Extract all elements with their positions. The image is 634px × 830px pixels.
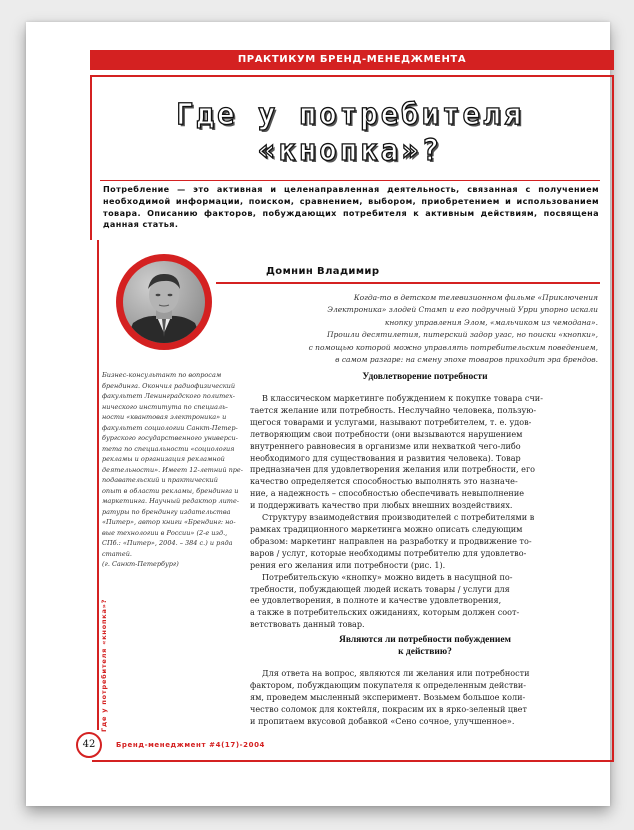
body-line: качество определяется способностью выполнять это назначе- — [250, 476, 518, 487]
author-name: Домнин Владимир — [266, 266, 380, 277]
article-intro — [252, 292, 598, 366]
bio-line: вые технологии в России» (2-е изд., — [102, 528, 228, 537]
frame-line-top — [90, 75, 614, 77]
body-line: и пропитаем вкусовой добавкой «Сено сочное, улучшенное». — [250, 715, 515, 726]
bio-line: тета по специальности «социология — [102, 444, 235, 453]
body-line: рения его желания или потребности (рис. 1). — [250, 559, 446, 570]
body-line: ветствовать данный товар. — [250, 619, 365, 630]
body-line: Структуру взаимодействия производителей с потребителями в — [262, 512, 535, 523]
bio-line: маркетинга. Научный редактор лите- — [102, 497, 239, 505]
body-line: необходимого для существования и развития человека). Товар — [250, 452, 521, 463]
bio-line: опыт в области рекламы, брендинга и — [102, 486, 239, 495]
article-lead: Потребление — это активная и целенаправленная деятельность, связанная с получением необходимой информации, поиском, сравнением, выбором, приобретением и использованием товара. Описанию факторов, побуждающих потребителя к активным действиям, посвящена данная статья. — [103, 184, 599, 230]
body-line: чество соломок для коктейля, покрасим их в ярко-зеленый цвет — [250, 703, 527, 714]
intro-line: в самом разгаре: на смену эпохе товаров приходит эра брендов. — [335, 355, 598, 365]
body-line: щегося товарами и услугами, называют потребителем, т. е. удов- — [250, 416, 532, 427]
bio-line: СПб.: «Питер», 2004. – 384 с.) и ряда — [102, 539, 233, 547]
bio-line: бургского государственного универси- — [102, 434, 238, 442]
body-line: внутреннего равновесия в организме или нехваткой чего-либо — [250, 440, 521, 451]
bio-line: «Питер», автор книги «Брендинг: но- — [102, 518, 236, 526]
page-number: 42 — [76, 732, 102, 758]
article-title — [100, 96, 600, 168]
body-line: ние, а надежность – способностью обеспечивать невыполнение — [250, 488, 525, 499]
body-line: ее удовлетворения, в полноте и качестве удовлетворения, — [250, 595, 502, 606]
vertical-running-title: Где у потребителя «кнопка»? — [100, 598, 108, 732]
frame-line-bottom — [92, 760, 614, 762]
section-banner: ПРАКТИКУМ БРЕНД-МЕНЕДЖМЕНТА — [90, 50, 614, 70]
section-heading — [250, 634, 600, 658]
body-line: тается желание или потребность. Неслучайно человека, пользую- — [250, 404, 537, 415]
body-line: образом: маркетинг направлен на разработку и продвижение то- — [250, 535, 532, 546]
body-line: и поддерживать качество при любых внешних воздействиях. — [250, 500, 513, 511]
title-line: Где у потребителя — [176, 97, 524, 131]
bio-line: брендинга. Окончил радиофизический — [102, 381, 236, 390]
author-rule — [216, 282, 600, 284]
body-line: Для ответа на вопрос, являются ли желания или потребности — [262, 668, 530, 678]
section-body — [250, 668, 600, 728]
bio-line: факультет Ленинградского политех- — [102, 392, 235, 400]
intro-line: кнопку управления Элом, «мальчиком из чемодана». — [384, 317, 598, 327]
body-line: варов / услуг, которые необходимы потребителю для удовлетво- — [250, 547, 527, 558]
frame-line-right — [612, 75, 614, 760]
body-line: рамках традиционного маркетинга можно описать следующим — [250, 523, 523, 534]
bio-line: Бизнес-консультант по вопросам — [102, 371, 222, 379]
body-line: требности, побуждающей людей искать товары / услуги для — [250, 583, 510, 594]
bio-line: деятельности». Имеет 12-летний пре- — [102, 465, 243, 474]
bio-line: статей. — [102, 549, 132, 558]
bio-line: факультет социологии Санкт-Петер- — [102, 423, 238, 432]
body-line: летворяющим свои потребности (они вызываются нарушением — [250, 428, 523, 439]
side-rule — [97, 240, 99, 730]
intro-line: Прошли десятилетия, питерский задор угас, но поиски «кнопки», — [326, 330, 598, 340]
frame-line-left — [90, 75, 92, 240]
bio-line: рекламы и организация рекламной — [102, 455, 225, 463]
title-line: «кнопка»? — [257, 133, 443, 167]
journal-footer: Бренд-менеджмент #4(17)-2004 — [116, 741, 266, 749]
body-line: В классическом маркетинге побуждением к покупке товара счи- — [262, 393, 543, 403]
section-body — [250, 393, 600, 631]
heading-line: к действию? — [398, 647, 452, 657]
body-line: Потребительскую «кнопку» можно видеть в насущной по- — [262, 571, 513, 582]
intro-line: с помощью которой можно управлять потребительским поведением, — [308, 342, 598, 352]
bio-line: подавательский и практический — [102, 476, 218, 484]
lead-rule — [100, 180, 600, 181]
author-photo — [123, 261, 205, 343]
bio-line: нического института по специаль- — [102, 402, 228, 411]
body-line: а также в потребительских ожиданиях, которым должен соот- — [250, 607, 520, 618]
author-bio — [102, 370, 244, 570]
bio-line: ратуры по брендингу издательства — [102, 507, 231, 516]
heading-line: Являются ли потребности побуждением — [338, 635, 512, 645]
bio-line: (г. Санкт-Петербург) — [102, 560, 179, 568]
body-line: фактором, побуждающим покупателя к определенным действи- — [250, 679, 526, 690]
body-line: ям, проведем мысленный эксперимент. Возьмем большое коли- — [250, 691, 526, 702]
bio-line: ности «квантовая электроника» и — [102, 413, 227, 421]
intro-line: Электроника» злодей Стамп и его подручный Урри упорно искали — [327, 305, 598, 315]
section-heading: Удовлетворение потребности — [362, 372, 488, 382]
body-line: предназначен для удовлетворения желания или потребности, его — [250, 464, 536, 475]
intro-line: Когда-то в детском телевизионном фильме «Приключения — [353, 293, 598, 302]
